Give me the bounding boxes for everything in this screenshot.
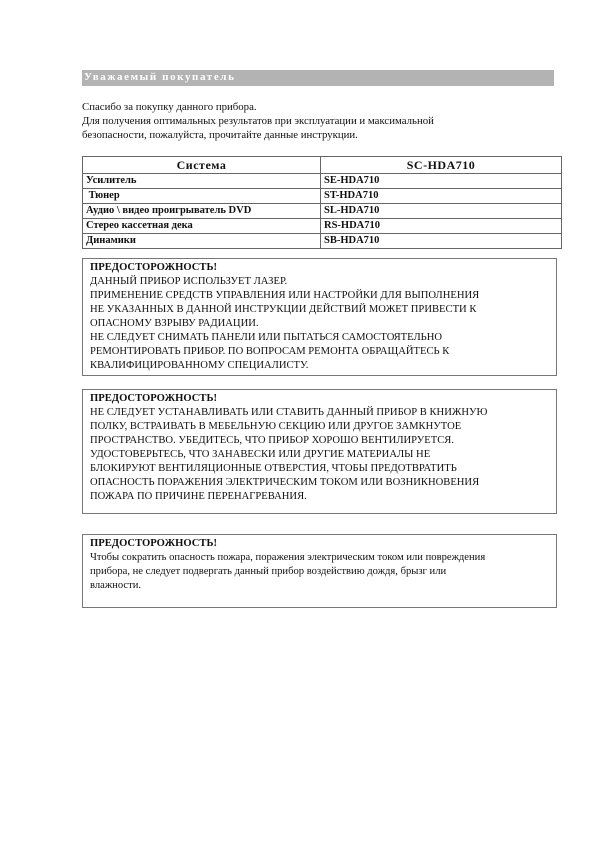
table-row	[83, 204, 562, 219]
table-header-row	[83, 157, 562, 174]
ventilation-warning-box	[82, 389, 557, 514]
warning-line: Чтобы сократить опасность пожара, поражения электрическим током или повреждения	[90, 552, 486, 563]
intro-text	[82, 100, 552, 142]
component-model: ST-HDA710	[321, 189, 562, 204]
intro-line: Для получения оптимальных результатов при эксплуатации и максимальной	[82, 115, 434, 127]
warning-line: НЕ УКАЗАННЫХ В ДАННОЙ ИНСТРУКЦИИ ДЕЙСТВИЙ МОЖЕТ ПРИВЕСТИ К	[90, 304, 477, 315]
warning-line: БЛОКИРУЮТ ВЕНТИЛЯЦИОННЫЕ ОТВЕРСТИЯ, ЧТОБЫ ПРЕДОТВРАТИТЬ	[90, 463, 457, 474]
component-name: Стерео кассетная дека	[83, 219, 321, 234]
component-model: SL-HDA710	[321, 204, 562, 219]
system-components-table	[82, 156, 562, 249]
component-model: SB-HDA710	[321, 234, 562, 249]
warning-line: НЕ СЛЕДУЕТ УСТАНАВЛИВАТЬ ИЛИ СТАВИТЬ ДАННЫЙ ПРИБОР В КНИЖНУЮ	[90, 407, 488, 418]
component-model: SE-HDA710	[321, 174, 562, 189]
laser-warning-box	[82, 258, 557, 376]
warning-line: ОПАСНОСТЬ ПОРАЖЕНИЯ ЭЛЕКТРИЧЕСКИМ ТОКОМ ИЛИ ВОЗНИКНОВЕНИЯ	[90, 477, 480, 488]
warning-line: ПОЛКУ, ВСТРАИВАТЬ В МЕБЕЛЬНУЮ СЕКЦИЮ ИЛИ ДРУГОЕ ЗАМКНУТОЕ	[90, 421, 462, 432]
warning-line: ПОЖАРА ПО ПРИЧИНЕ ПЕРЕНАГРЕВАНИЯ.	[90, 491, 307, 502]
table-row	[83, 189, 562, 204]
intro-line: безопасности, пожалуйста, прочитайте данные инструкции.	[82, 129, 358, 141]
table-header-cell: Система	[83, 157, 321, 174]
section-header-title: Уважаемый покупатель	[84, 71, 236, 83]
warning-line: прибора, не следует подвергать данный прибор воздействию дождя, брызг или	[90, 566, 447, 577]
warning-title: ПРЕДОСТОРОЖНОСТЬ!	[90, 393, 217, 404]
warning-title: ПРЕДОСТОРОЖНОСТЬ!	[90, 538, 217, 549]
component-name: Усилитель	[83, 174, 321, 189]
moisture-warning-box	[82, 534, 557, 608]
section-header-bar	[82, 70, 554, 86]
warning-line: ПРИМЕНЕНИЕ СРЕДСТВ УПРАВЛЕНИЯ ИЛИ НАСТРОЙКИ ДЛЯ ВЫПОЛНЕНИЯ	[90, 290, 480, 301]
warning-line: влажности.	[90, 580, 142, 591]
table-row	[83, 174, 562, 189]
component-name: Тюнер	[83, 189, 321, 204]
warning-line: ДАННЫЙ ПРИБОР ИСПОЛЬЗУЕТ ЛАЗЕР.	[90, 276, 288, 287]
warning-line: ПРОСТРАНСТВО. УБЕДИТЕСЬ, ЧТО ПРИБОР ХОРОШО ВЕНТИЛИРУЕТСЯ.	[90, 435, 455, 446]
warning-line: ОПАСНОМУ ВЗРЫВУ РАДИАЦИИ.	[90, 318, 259, 329]
warning-line: НЕ СЛЕДУЕТ СНИМАТЬ ПАНЕЛИ ИЛИ ПЫТАТЬСЯ САМОСТОЯТЕЛЬНО	[90, 332, 443, 343]
warning-title: ПРЕДОСТОРОЖНОСТЬ!	[90, 262, 217, 273]
intro-line: Спасибо за покупку данного прибора.	[82, 101, 257, 113]
table-header-cell: SC-HDA710	[321, 157, 562, 174]
table-row	[83, 234, 562, 249]
warning-line: РЕМОНТИРОВАТЬ ПРИБОР. ПО ВОПРОСАМ РЕМОНТА ОБРАЩАЙТЕСЬ К	[90, 346, 450, 357]
table-row	[83, 219, 562, 234]
component-name: Аудио \ видео проигрыватель DVD	[83, 204, 321, 219]
warning-line: КВАЛИФИЦИРОВАННОМУ СПЕЦИАЛИСТУ.	[90, 360, 309, 371]
component-model: RS-HDA710	[321, 219, 562, 234]
component-name: Динамики	[83, 234, 321, 249]
warning-line: УДОСТОВЕРЬТЕСЬ, ЧТО ЗАНАВЕСКИ ИЛИ ДРУГИЕ МАТЕРИАЛЫ НЕ	[90, 449, 431, 460]
